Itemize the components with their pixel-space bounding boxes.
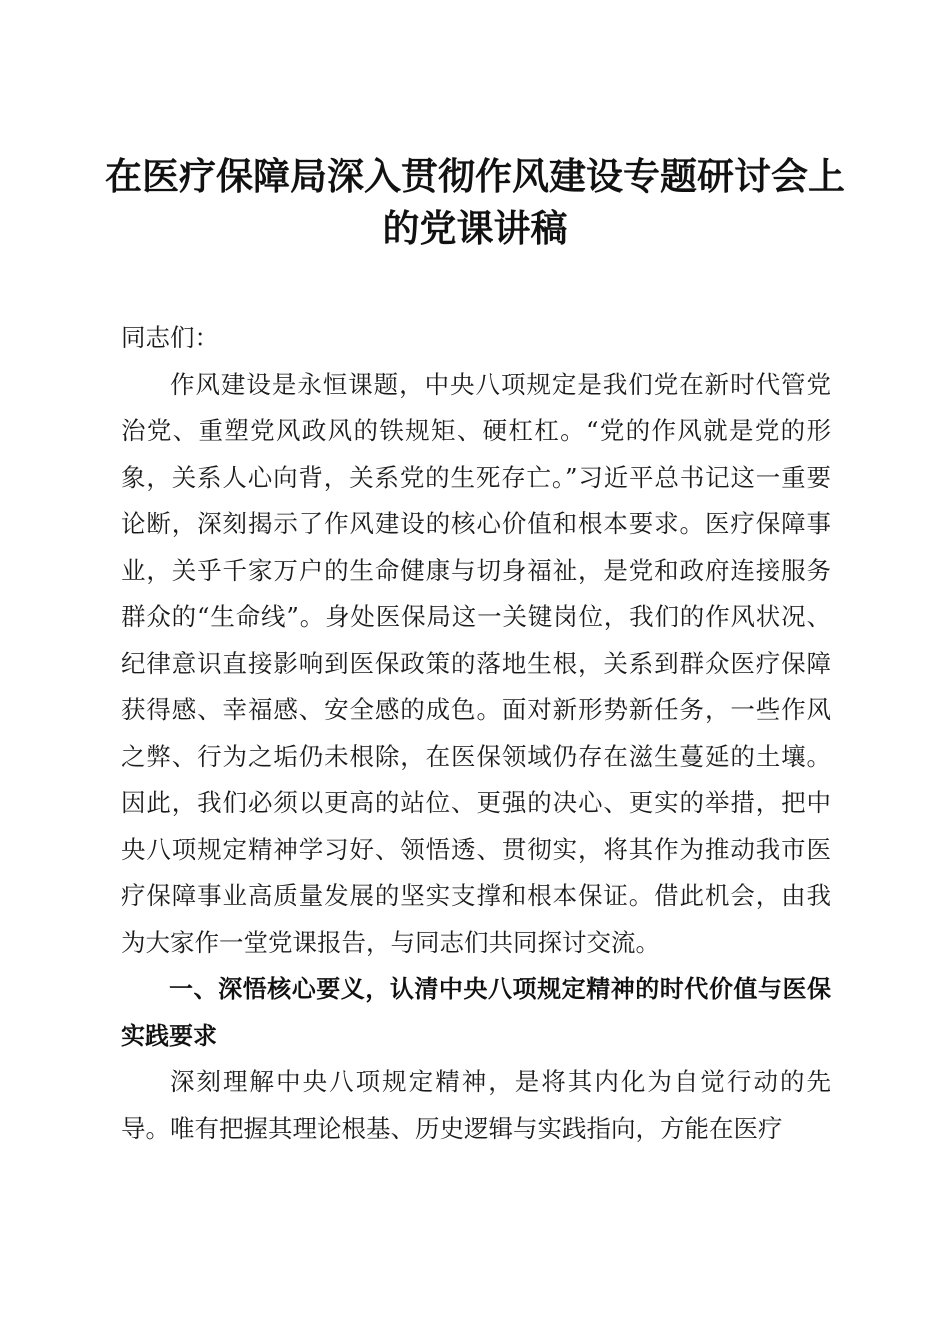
section-heading: 一、深悟核心要义，认清中央八项规定精神的时代价值与医保实践要求 <box>121 975 831 1050</box>
intro-paragraph: 作风建设是永恒课题，中央八项规定是我们党在新时代管党治党、重塑党风政风的铁规矩、硬杠杠。“党的作风就是党的形象，关系人心向背，关系党的生死存亡。”习近平总书记这一重要论断，深刻揭示了作风建设的核心价值和根本要求。医疗保障事业，关乎千家万户的生命健康与切身福祉，是党和政府连接服务群众的“生命线”。身处医保局这一关键岗位，我们的作风状况、纪律意识直接影响到医保政策的落地生根，关系到群众医疗保障获得感、幸福感、安全感的成色。面对新形势新任务，一些作风之弊、行为之垢仍未根除，在医保领域仍存在滋生蔓延的土壤。因此，我们必须以更高的站位、更强的决心、更实的举措，把中央八项规定精神学习好、领悟透、贯彻实，将其作为推动我市医疗保障事业高质量发展的坚实支撑和根本保证。借此机会，由我为大家作一堂党课报告，与同志们共同探讨交流。 <box>121 369 831 957</box>
section-paragraph: 深刻理解中央八项规定精神，是将其内化为自觉行动的先导。唯有把握其理论根基、历史逻辑与实践指向，方能在医疗 <box>121 1067 831 1143</box>
salutation: 同志们： <box>121 323 219 352</box>
document-title: 在医疗保障局深入贯彻作风建设专题研讨会上的党课讲稿 <box>105 154 845 250</box>
document-body <box>121 315 831 1152</box>
